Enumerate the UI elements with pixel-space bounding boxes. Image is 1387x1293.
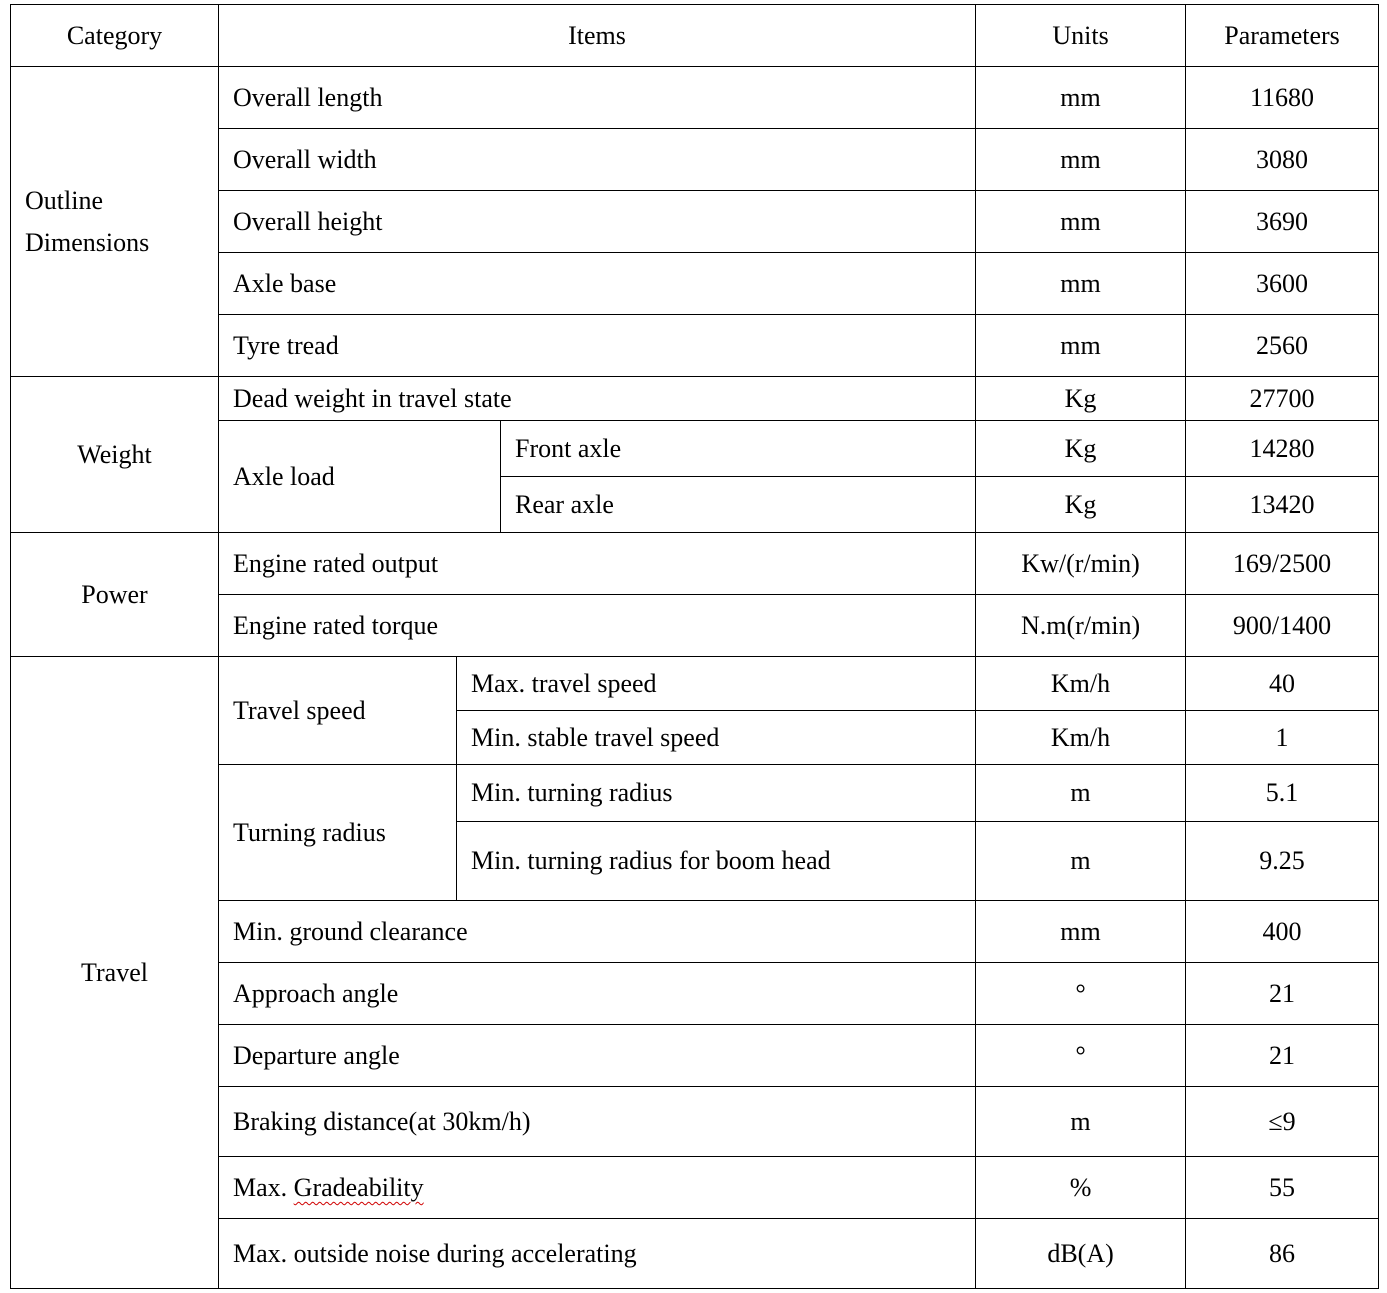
category-weight: Weight bbox=[11, 377, 219, 533]
unit-overall-height: mm bbox=[976, 191, 1186, 253]
unit-outside-noise: dB(A) bbox=[976, 1219, 1186, 1289]
item-min-turning-radius-boom: Min. turning radius for boom head bbox=[457, 822, 976, 901]
item-travel-speed: Travel speed bbox=[219, 657, 457, 765]
value-min-turning-radius-boom: 9.25 bbox=[1186, 822, 1379, 901]
item-overall-width: Overall width bbox=[219, 129, 976, 191]
item-axle-base: Axle base bbox=[219, 253, 976, 315]
unit-axle-base: mm bbox=[976, 253, 1186, 315]
item-tyre-tread: Tyre tread bbox=[219, 315, 976, 377]
value-overall-height: 3690 bbox=[1186, 191, 1379, 253]
value-gradeability: 55 bbox=[1186, 1157, 1379, 1219]
unit-front-axle: Kg bbox=[976, 421, 1186, 477]
item-braking-distance: Braking distance(at 30km/h) bbox=[219, 1087, 976, 1157]
item-axle-load: Axle load bbox=[219, 421, 501, 533]
table-row bbox=[11, 533, 1379, 595]
value-max-travel-speed: 40 bbox=[1186, 657, 1379, 711]
item-overall-height: Overall height bbox=[219, 191, 976, 253]
category-outline-line2: Dimensions bbox=[25, 227, 150, 257]
header-items: Items bbox=[219, 5, 976, 67]
category-outline-line1: Outline bbox=[25, 185, 103, 215]
value-departure-angle: 21 bbox=[1186, 1025, 1379, 1087]
unit-braking-distance: m bbox=[976, 1087, 1186, 1157]
item-engine-output: Engine rated output bbox=[219, 533, 976, 595]
unit-engine-torque: N.m(r/min) bbox=[976, 595, 1186, 657]
item-min-turning-radius: Min. turning radius bbox=[457, 765, 976, 822]
item-rear-axle: Rear axle bbox=[501, 477, 976, 533]
value-overall-length: 11680 bbox=[1186, 67, 1379, 129]
item-turning-radius: Turning radius bbox=[219, 765, 457, 901]
header-row bbox=[11, 5, 1379, 67]
table-row bbox=[11, 67, 1379, 129]
value-approach-angle: 21 bbox=[1186, 963, 1379, 1025]
item-outside-noise: Max. outside noise during accelerating bbox=[219, 1219, 976, 1289]
unit-overall-length: mm bbox=[976, 67, 1186, 129]
value-tyre-tread: 2560 bbox=[1186, 315, 1379, 377]
item-approach-angle: Approach angle bbox=[219, 963, 976, 1025]
item-gradeability-prefix: Max. bbox=[233, 1172, 294, 1202]
unit-approach-angle: ° bbox=[976, 963, 1186, 1025]
value-dead-weight: 27700 bbox=[1186, 377, 1379, 421]
item-min-stable-speed: Min. stable travel speed bbox=[457, 711, 976, 765]
unit-engine-output: Kw/(r/min) bbox=[976, 533, 1186, 595]
item-front-axle: Front axle bbox=[501, 421, 976, 477]
unit-ground-clearance: mm bbox=[976, 901, 1186, 963]
category-outline-dimensions bbox=[11, 67, 219, 377]
spec-table bbox=[10, 4, 1379, 1289]
value-engine-output: 169/2500 bbox=[1186, 533, 1379, 595]
item-engine-torque: Engine rated torque bbox=[219, 595, 976, 657]
table-row bbox=[11, 657, 1379, 711]
unit-gradeability: % bbox=[976, 1157, 1186, 1219]
unit-rear-axle: Kg bbox=[976, 477, 1186, 533]
unit-overall-width: mm bbox=[976, 129, 1186, 191]
category-travel: Travel bbox=[11, 657, 219, 1289]
unit-departure-angle: ° bbox=[976, 1025, 1186, 1087]
unit-min-turning-radius-boom: m bbox=[976, 822, 1186, 901]
value-braking-distance: ≤9 bbox=[1186, 1087, 1379, 1157]
item-departure-angle: Departure angle bbox=[219, 1025, 976, 1087]
item-max-travel-speed: Max. travel speed bbox=[457, 657, 976, 711]
category-power: Power bbox=[11, 533, 219, 657]
value-rear-axle: 13420 bbox=[1186, 477, 1379, 533]
unit-tyre-tread: mm bbox=[976, 315, 1186, 377]
header-parameters: Parameters bbox=[1186, 5, 1379, 67]
value-axle-base: 3600 bbox=[1186, 253, 1379, 315]
value-engine-torque: 900/1400 bbox=[1186, 595, 1379, 657]
unit-min-turning-radius: m bbox=[976, 765, 1186, 822]
value-front-axle: 14280 bbox=[1186, 421, 1379, 477]
header-units: Units bbox=[976, 5, 1186, 67]
value-min-turning-radius: 5.1 bbox=[1186, 765, 1379, 822]
item-gradeability bbox=[219, 1157, 976, 1219]
value-ground-clearance: 400 bbox=[1186, 901, 1379, 963]
item-gradeability-word: Gradeability bbox=[293, 1172, 424, 1202]
table-row bbox=[11, 377, 1379, 421]
value-outside-noise: 86 bbox=[1186, 1219, 1379, 1289]
unit-dead-weight: Kg bbox=[976, 377, 1186, 421]
unit-max-travel-speed: Km/h bbox=[976, 657, 1186, 711]
header-category: Category bbox=[11, 5, 219, 67]
item-overall-length: Overall length bbox=[219, 67, 976, 129]
value-overall-width: 3080 bbox=[1186, 129, 1379, 191]
item-ground-clearance: Min. ground clearance bbox=[219, 901, 976, 963]
value-min-stable-speed: 1 bbox=[1186, 711, 1379, 765]
unit-min-stable-speed: Km/h bbox=[976, 711, 1186, 765]
item-dead-weight: Dead weight in travel state bbox=[219, 377, 976, 421]
